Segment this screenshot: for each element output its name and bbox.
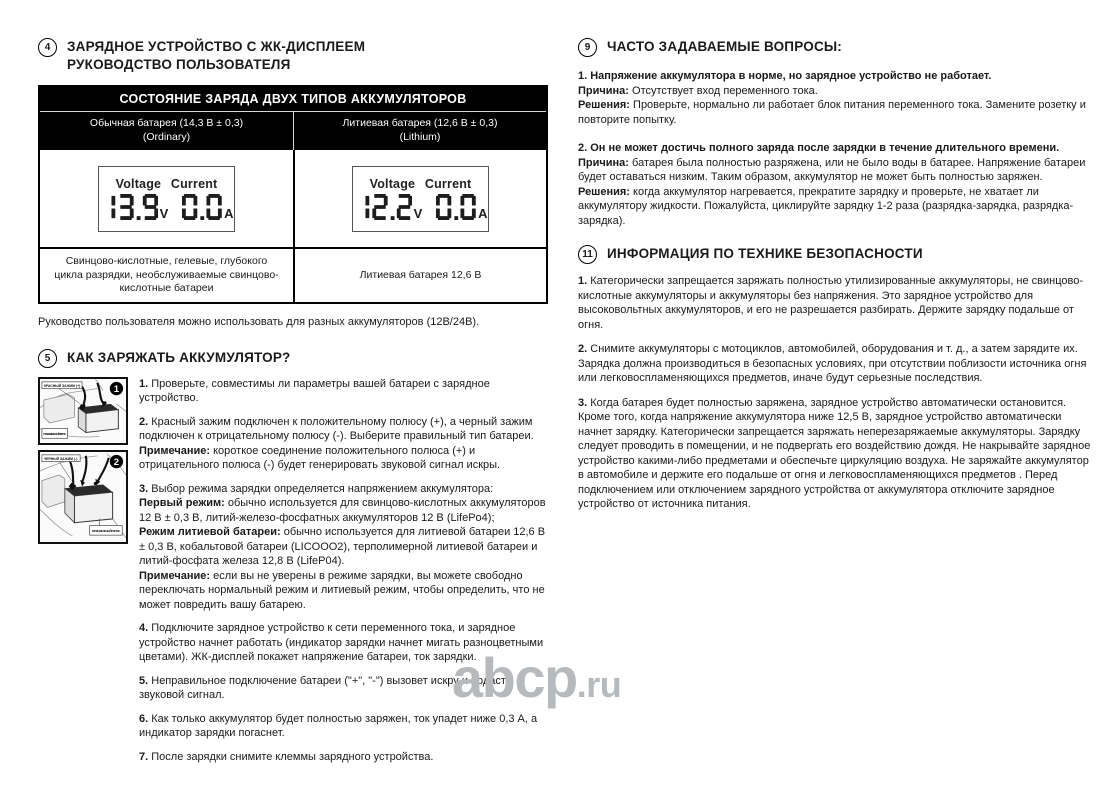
faq-item-1 <box>578 69 1092 127</box>
ordinary-header-line2: (Ordinary) <box>142 130 191 143</box>
ordinary-header-line1: Обычная батарея (14,3 В ± 0,3) <box>89 117 244 129</box>
section-5-title: КАК ЗАРЯЖАТЬ АККУМУЛЯТОР? <box>67 349 291 365</box>
safety-text: Когда батарея будет полностью заряжена, зарядное устройство автоматически остановится. Кроме того, когда напряжение аккумулятора ниже 12,5 В, зарядное устройство автоматически начнет зарядку. Категорически запрещается заряжать неперезаряжаемые аккумуляторы. Зарядку следует проводить в помещении, и не подвергать его воздействию дождя. Не накрывайте зарядное устройство какими-либо предметами и обеспечьте циркуляцию воздуха. Не заряжайте аккумулятор в автомобиле и держите его подальше от огня и легковоспламеняющихся предметов . Перед подключением или отключением зарядного устройства от аккумулятора отключите зарядное устройство от источника питания. <box>578 396 1091 510</box>
figure-black-clamp <box>38 450 128 544</box>
step-6 <box>139 712 548 741</box>
note-label: Примечание: <box>139 569 211 582</box>
step-text: Подключите зарядное устройство к сети переменного тока, и зарядное устройство начнет работать (индикатор зарядки начнет мигать разноцветными цветами). ЖК-дисплей покажет напряжение батареи, ток зарядки. <box>139 622 544 663</box>
table-header-lithium <box>293 112 546 150</box>
figure-1-badge: 1 <box>113 383 120 395</box>
manual-title <box>67 38 365 74</box>
step-text: Как только аккумулятор будет полностью заряжен, ток упадет ниже 0,3 А, а индикатор зарядки погаснет. <box>139 712 538 739</box>
lcd-cell-lithium <box>293 150 546 247</box>
lcd-display-ordinary <box>98 166 235 232</box>
step-number: 2. <box>139 415 149 428</box>
table-header-row <box>40 111 546 150</box>
safety-item-1 <box>578 274 1092 332</box>
battery-types-ordinary: Свинцово-кислотные, гелевые, глубокого цикла разрядки, необслуживаемые свинцово-кислотные батареи <box>54 255 279 294</box>
faq-item-2 <box>578 141 1092 228</box>
section-5-header <box>38 349 548 368</box>
manual-title-line2: РУКОВОДСТВО ПОЛЬЗОВАТЕЛЯ <box>67 57 291 72</box>
section-4-header <box>38 38 548 74</box>
table-description-row <box>40 247 546 302</box>
positive-pole-label: ПОЛОЖИТЕЛЬНЫЙ ПОЛЮС <box>43 431 67 436</box>
steps-list <box>139 377 548 774</box>
figure-red-clamp <box>38 377 128 446</box>
faq-question: 2. Он не может достичь полного заряда после зарядки в течение длительного времени. <box>578 142 1060 154</box>
safety-item-2 <box>578 342 1092 386</box>
cause-label: Причина: <box>578 84 629 97</box>
red-clamp-label: КРАСНЫЙ ЗАЖИМ (+) <box>43 383 81 388</box>
solution-label: Решения: <box>578 185 630 198</box>
solution-label: Решения: <box>578 99 630 111</box>
section-4-number-badge: 4 <box>38 38 57 57</box>
lcd-display-lithium <box>352 166 489 232</box>
mode-2-label: Режим литиевой батареи: <box>139 526 281 538</box>
lcd-label: Voltage Current <box>115 177 218 191</box>
step-2 <box>139 415 548 473</box>
lcd-label: Voltage Current <box>369 177 472 191</box>
safety-number: 3. <box>578 396 588 409</box>
section-9-header <box>578 38 1092 57</box>
section-11-header <box>578 245 1092 264</box>
step-number: 4. <box>139 622 149 634</box>
watermark-suffix: .ru <box>576 664 622 705</box>
lcd-cell-ordinary <box>40 150 293 247</box>
step-text: Неправильное подключение батареи ("+", "-") вызовет искру и подаст звуковой сигнал. <box>139 674 506 701</box>
faq-section-title: ЧАСТО ЗАДАВАЕМЫЕ ВОПРОСЫ: <box>607 39 843 54</box>
cause-text: Отсутствует вход переменного тока. <box>632 84 818 97</box>
watermark-main: abcp <box>452 646 577 709</box>
lcd-readout-lithium <box>354 194 488 220</box>
mode-2-text: обычно используется для литиевой батареи 12,6 В ± 0,3 В, кобальтовой батареи (LICOOO2), терполимерной литиевой батареи и литий-фосфата железа 12,8 В (LifeP04). <box>139 526 546 567</box>
section-5-number-badge: 5 <box>38 349 57 368</box>
note-text: короткое соединение положительного полюса (+) и отрицательного полюса (-) будет генерировать звуковой сигнал искры. <box>139 444 501 471</box>
battery-types-lithium: Литиевая батарея 12,6 В <box>293 249 546 302</box>
red-clamp-illustration <box>40 379 126 444</box>
lithium-header-line2: (Lithium) <box>399 130 441 143</box>
safety-number: 2. <box>578 343 588 355</box>
lithium-header-line1: Литиевая батарея (12,6 В ± 0,3) <box>342 117 498 129</box>
step-number: 1. <box>139 377 149 390</box>
voltage-unit: V <box>413 206 423 222</box>
charge-state-table <box>38 85 548 304</box>
note-label: Примечание: <box>139 444 211 457</box>
step-7 <box>139 750 548 765</box>
safety-item-3 <box>578 396 1092 512</box>
manual-title-line1: ЗАРЯДНОЕ УСТРОЙСТВО С ЖК-ДИСПЛЕЕМ <box>67 39 366 54</box>
cause-label: Причина: <box>578 156 629 169</box>
step-1 <box>139 377 548 406</box>
solution-text: Проверьте, нормально ли работает блок питания переменного тока. Замените розетку и повторите попытку. <box>578 99 1086 126</box>
lcd-readout-ordinary <box>100 194 234 220</box>
safety-text: Снимите аккумуляторы с мотоциклов, автомобилей, оборудования и т. д., а затем зарядите их. Зарядка должна производиться в безопасных условиях, при отсутствии поблизости источника огня или легковоспламеняющихся предметов, иначе будут серьезные последствия. <box>578 343 1087 384</box>
step-number: 6. <box>139 712 149 725</box>
voltage-value <box>354 194 412 220</box>
table-lcd-row <box>40 150 546 247</box>
figures-column <box>38 377 128 774</box>
safety-section-title: ИНФОРМАЦИЯ ПО ТЕХНИКЕ БЕЗОПАСНОСТИ <box>607 246 923 261</box>
mode-1-text: обычно используется для свинцово-кислотных аккумуляторов 12 В ± 0,3 В, литий-железо-фосфатных аккумуляторов 12 В (LifePo4); <box>139 497 546 524</box>
usage-caption: Руководство пользователя можно использовать для разных аккумуляторов (12В/24В). <box>38 315 480 328</box>
faq-question: 1. Напряжение аккумулятора в норме, но зарядное устройство не работает. <box>578 70 992 82</box>
table-header-ordinary <box>40 112 293 150</box>
black-clamp-illustration <box>40 452 126 542</box>
note-text: если вы не уверены в режиме зарядки, вы можете свободно переключать нормальный режим и литиевый режим, чтобы определить, что не может повредить вашу батарею. <box>139 569 545 611</box>
figure-2-badge: 2 <box>113 457 120 469</box>
current-unit: A <box>224 206 234 222</box>
table-title: СОСТОЯНИЕ ЗАРЯДА ДВУХ ТИПОВ АККУМУЛЯТОРОВ <box>40 87 546 111</box>
right-column <box>578 32 1092 512</box>
mode-1-label: Первый режим: <box>139 497 225 509</box>
step-text: Проверьте, совместимы ли параметры вашей батареи с зарядное устройство. <box>139 377 490 404</box>
step-text: После зарядки снимите клеммы зарядного устройства. <box>151 750 434 763</box>
solution-text: когда аккумулятор нагревается, прекратите зарядку и проверьте, не хватает ли аккумулятору жидкости. Пожалуйста, циклируйте зарядку 1-2 раза (разрядка-зарядка, разрядка-зарядка). <box>578 185 1074 227</box>
watermark <box>452 646 622 709</box>
safety-text: Категорически запрещается заряжать полностью утилизированные аккумуляторы, не свинцово-кислотные аккумуляторы и аккумуляторы без напряжения. Это зарядное устройство для высоковольтных аккумуляторов, и его не разрешается разбирать. Держите зарядку подальше от огня. <box>578 275 1084 331</box>
current-value <box>436 194 476 220</box>
step-number: 5. <box>139 674 149 687</box>
safety-number: 1. <box>578 275 588 287</box>
section-11-number-badge: 11 <box>578 245 597 264</box>
cause-text: батарея была полностью разряжена, или не было воды в батарее. Напряжение батареи будет оставаться низким. Таким образом, аккумулятор не может быть полностью заряжен. <box>578 156 1086 183</box>
step-text: Красный зажим подключен к положительному полюсу (+), а черный зажим подключен к отрицательному полюсу (-). Выберите правильный тип батареи. <box>139 415 534 442</box>
step-3 <box>139 482 548 613</box>
step-number: 3. <box>139 482 149 495</box>
voltage-value <box>100 194 158 220</box>
current-value <box>182 194 222 220</box>
voltage-unit: V <box>159 206 169 222</box>
current-unit: A <box>478 206 488 222</box>
section-9-number-badge: 9 <box>578 38 597 57</box>
how-to-charge-block <box>38 377 548 774</box>
step-text: Выбор режима зарядки определяется напряжением аккумулятора: <box>151 482 494 495</box>
step-number: 7. <box>139 750 149 763</box>
negative-pole-label: ОТРИЦАТЕЛЬНЫЙ ПОЛЮС <box>91 529 121 534</box>
black-clamp-label: ЧЕРНЫЙ ЗАЖИМ (-) <box>43 457 78 462</box>
